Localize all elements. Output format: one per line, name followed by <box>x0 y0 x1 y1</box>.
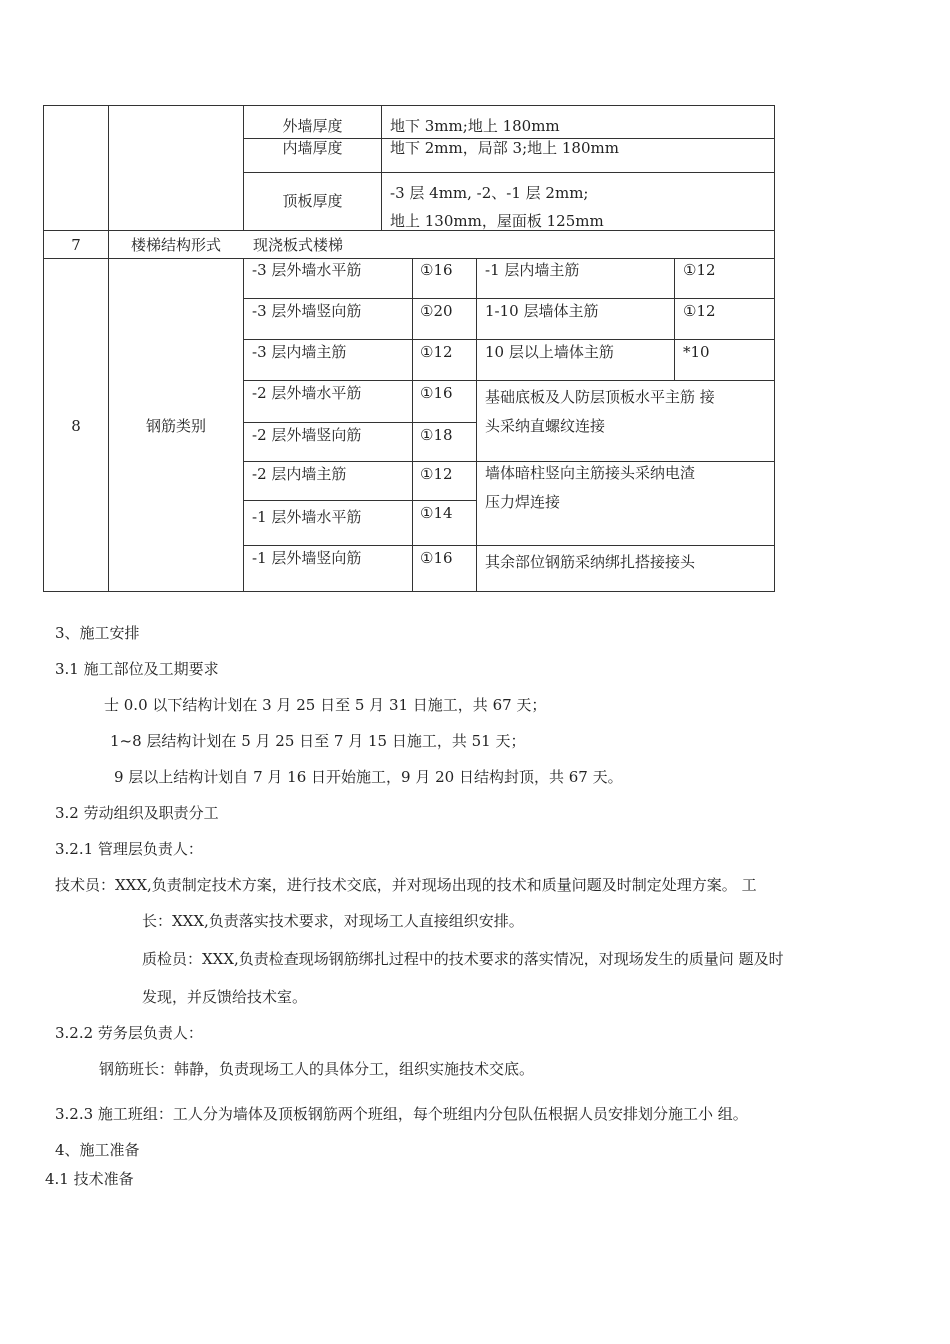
section-heading: 3.2 劳动组织及职责分工 <box>55 804 219 822</box>
rebar-value: *10 <box>683 343 710 361</box>
rebar-label: -2 层外墙竖向筋 <box>252 426 362 444</box>
rebar-value: ①20 <box>420 302 453 320</box>
body-paragraph: 技术员：XXX,负责制定技术方案，进行技术交底，并对现场出现的技术和质量问题及时制定处理方案。 工 <box>55 876 757 894</box>
inner-wall-thickness-label: 内墙厚度 <box>282 139 343 157</box>
body-paragraph: 长：XXX,负责落实技术要求，对现场工人直接组织安排。 <box>142 912 524 930</box>
rebar-note-1-line1: 基础底板及人防层顶板水平主筋 接 <box>485 388 715 406</box>
row8-number: 8 <box>71 417 81 435</box>
rebar-value: ①12 <box>420 343 453 361</box>
table-grid <box>0 0 950 600</box>
inner-wall-thickness-value: 地下 2mm，局部 3;地上 180mm <box>390 139 619 157</box>
body-paragraph: 钢筋班长：韩静，负责现场工人的具体分工，组织实施技术交底。 <box>99 1060 535 1078</box>
section-heading: 3、施工安排 <box>55 624 140 642</box>
rebar-note-3: 其余部位钢筋采纳绑扎搭接接头 <box>485 553 696 571</box>
rebar-note-2-line1: 墙体暗柱竖向主筋接头采纳电渣 <box>485 464 696 482</box>
outer-wall-thickness-value: 地下 3mm;地上 180mm <box>390 117 560 135</box>
schedule-line: 士 0.0 以下结构计划在 3 月 25 日至 5 月 31 日施工，共 67 天； <box>104 696 547 714</box>
rebar-label: -3 层内墙主筋 <box>252 343 347 361</box>
rebar-value: ①16 <box>420 549 453 567</box>
row7-item: 楼梯结构形式 <box>130 236 221 254</box>
rebar-label: -3 层外墙竖向筋 <box>252 302 362 320</box>
rebar-label: 1-10 层墙体主筋 <box>485 302 599 320</box>
rebar-label: -1 层内墙主筋 <box>485 261 580 279</box>
rebar-value: ①12 <box>420 465 453 483</box>
roof-slab-thickness-value-line2: 地上 130mm，屋面板 125mm <box>390 212 604 230</box>
rebar-note-2-line2: 压力焊连接 <box>485 493 561 511</box>
schedule-line: 9 层以上结构计划自 7 月 16 日开始施工，9 月 20 日结构封顶，共 67 天。 <box>114 768 623 786</box>
outer-wall-thickness-label: 外墙厚度 <box>282 117 343 135</box>
rebar-label: -1 层外墙水平筋 <box>252 508 362 526</box>
rebar-label: -2 层外墙水平筋 <box>252 384 362 402</box>
schedule-line: 1~8 层结构计划在 5 月 25 日至 7 月 15 日施工，共 51 天； <box>110 732 526 750</box>
section-heading: 4.1 技术准备 <box>45 1170 134 1188</box>
rebar-label: 10 层以上墙体主筋 <box>485 343 614 361</box>
rebar-label: -1 层外墙竖向筋 <box>252 549 362 567</box>
row8-item: 钢筋类别 <box>145 417 206 435</box>
section-heading: 4、施工准备 <box>55 1141 140 1159</box>
body-paragraph: 质检员：XXX,负责检查现场钢筋绑扎过程中的技术要求的落实情况，对现场发生的质量问 题及时 <box>142 950 784 968</box>
section-heading: 3.2.2 劳务层负责人： <box>55 1024 203 1042</box>
row7-value: 现浇板式楼梯 <box>253 236 344 254</box>
body-paragraph: 3.2.3 施工班组：工人分为墙体及顶板钢筋两个班组，每个班组内分包队伍根据人员安排划分施工小 组。 <box>55 1105 748 1123</box>
section-heading: 3.1 施工部位及工期要求 <box>55 660 219 678</box>
section-heading: 3.2.1 管理层负责人： <box>55 840 203 858</box>
rebar-value: ①12 <box>683 261 716 279</box>
rebar-value: ①12 <box>683 302 716 320</box>
rebar-label: -2 层内墙主筋 <box>252 465 347 483</box>
rebar-value: ①14 <box>420 504 453 522</box>
body-paragraph: 发现，并反馈给技术室。 <box>142 988 308 1006</box>
rebar-value: ①16 <box>420 261 453 279</box>
rebar-value: ①18 <box>420 426 453 444</box>
roof-slab-thickness-value-line1: -3 层 4mm, -2、-1 层 2mm; <box>390 184 589 202</box>
rebar-value: ①16 <box>420 384 453 402</box>
roof-slab-thickness-label: 顶板厚度 <box>282 192 343 210</box>
row7-number: 7 <box>71 236 81 254</box>
rebar-note-1-line2: 头采纳直螺纹连接 <box>485 417 606 435</box>
rebar-label: -3 层外墙水平筋 <box>252 261 362 279</box>
